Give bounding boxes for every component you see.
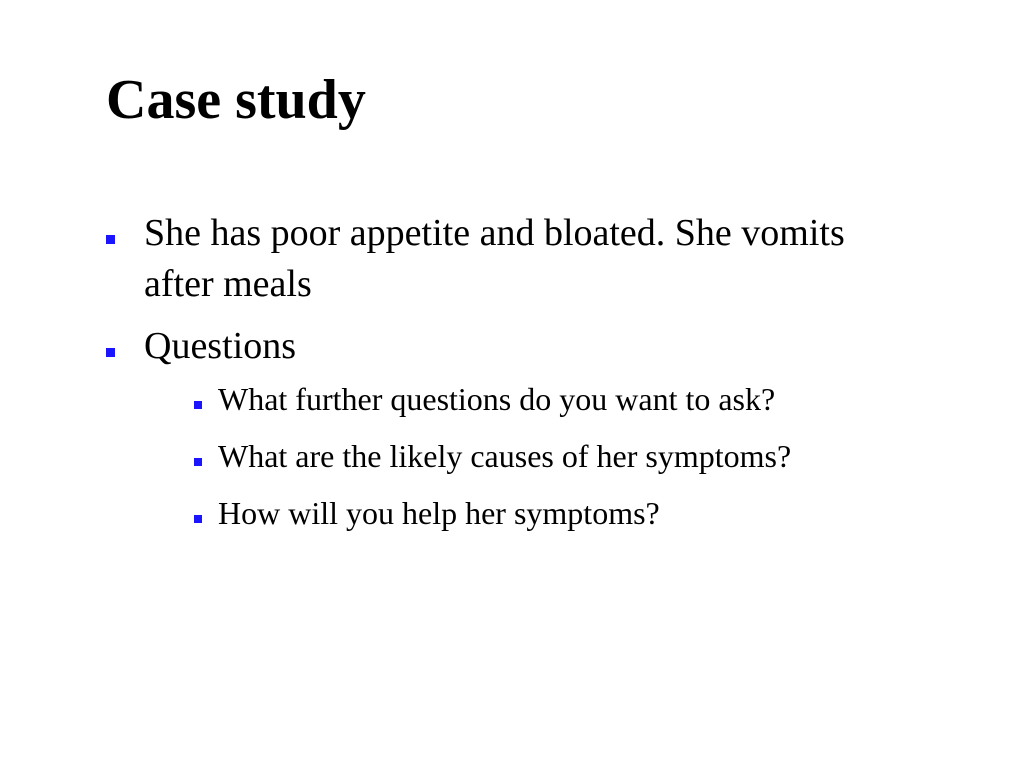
sub-bullet-item [188, 494, 906, 532]
bullet-text: Questions [144, 325, 296, 367]
square-bullet-icon [106, 348, 115, 357]
square-bullet-icon [194, 401, 202, 409]
sub-bullet-list [144, 380, 906, 532]
bullet-item [106, 208, 906, 310]
square-bullet-icon [106, 235, 115, 244]
bullet-list [106, 208, 906, 551]
sub-bullet-text: What further questions do you want to ask? [218, 381, 776, 417]
sub-bullet-item [188, 437, 906, 475]
bullet-text: She has poor appetite and bloated. She vomits after meals [144, 212, 845, 305]
sub-bullet-text: What are the likely causes of her symptoms? [218, 438, 792, 474]
bullet-item [106, 321, 906, 532]
sub-bullet-text: How will you help her symptoms? [218, 495, 660, 531]
square-bullet-icon [194, 515, 202, 523]
slide-title: Case study [106, 69, 366, 131]
sub-bullet-item [188, 380, 906, 418]
square-bullet-icon [194, 458, 202, 466]
